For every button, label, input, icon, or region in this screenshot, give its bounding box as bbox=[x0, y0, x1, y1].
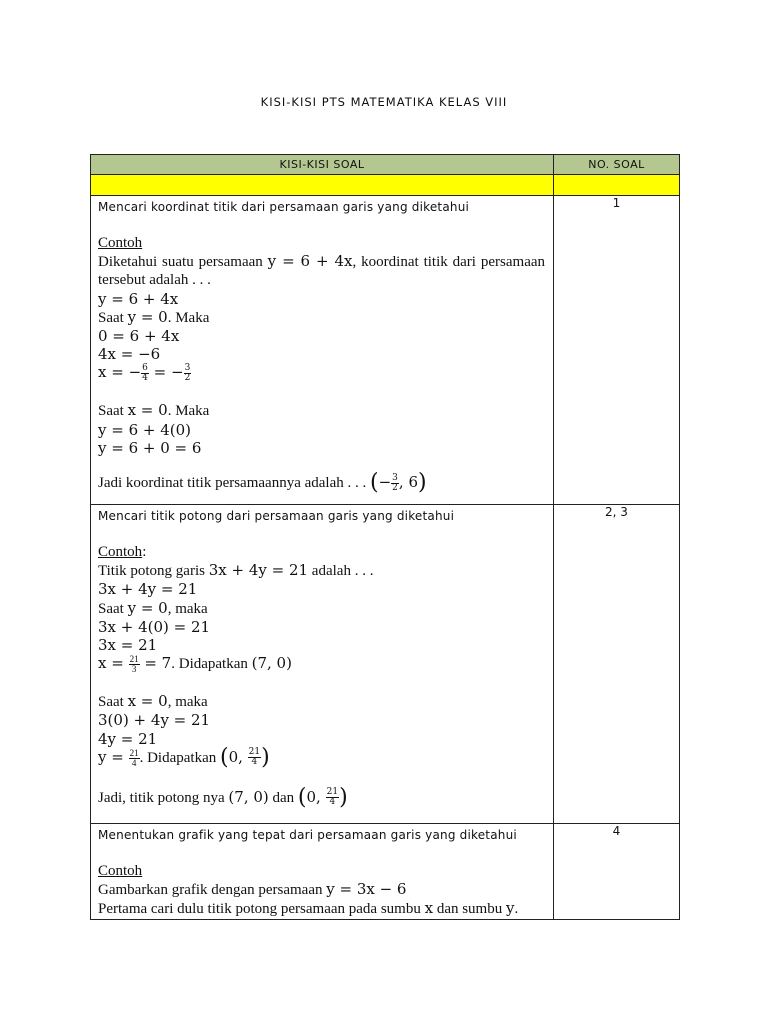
topic-text: Mencari titik potong dari persamaan garis yang diketahui bbox=[98, 509, 455, 523]
step-line: Saat x = 0, maka bbox=[98, 692, 208, 711]
conclusion-line: Jadi koordinat titik persamaannya adalah . . . (− $\frac{3}{2}$ , 6) bbox=[98, 469, 427, 495]
step-line: 3(0) + 4y = 21 bbox=[98, 711, 211, 730]
table-header-row bbox=[91, 155, 680, 175]
question-line: tersebut adalah . . . bbox=[98, 272, 211, 289]
step-line: y = $\frac{21}{4}$ . Didapatkan (0, $\frac{21}{4}$ ) bbox=[98, 744, 270, 770]
step-line: Pertama cari dulu titik potong persamaan pada sumbu x dan sumbu y. bbox=[98, 899, 519, 918]
step-line: 4y = 21 bbox=[98, 729, 158, 748]
highlight-row bbox=[91, 175, 680, 196]
step-line: 3x = 21 bbox=[98, 636, 158, 655]
question-line: Titik potong garis 3x + 4y = 21 adalah . . . bbox=[98, 561, 374, 580]
conclusion-line: Jadi, titik potong nya (7, 0) dan (0, $\frac{21}{4}$ ) bbox=[98, 784, 348, 810]
step-line: y = 6 + 4(0) bbox=[98, 420, 192, 439]
no-soal-cell: 2, 3 bbox=[554, 505, 680, 824]
contoh-label: Contoh: bbox=[98, 544, 147, 560]
no-soal-cell: 4 bbox=[554, 824, 680, 920]
fraction: $\frac{3}{2}$ bbox=[184, 362, 191, 383]
fraction: $\frac{21}{3}$ bbox=[129, 654, 139, 675]
step-line: 4x = −6 bbox=[98, 345, 161, 364]
fraction: $\frac{21}{4}$ bbox=[129, 747, 139, 768]
header-kisi-kisi-soal: KISI-KISI SOAL bbox=[91, 155, 554, 175]
kisi-cell-1 bbox=[91, 196, 554, 505]
step-line: Saat y = 0. Maka bbox=[98, 307, 210, 326]
kisi-cell-3 bbox=[91, 824, 554, 920]
step-line: y = 6 + 4x bbox=[98, 289, 179, 308]
step-line: x = − $\frac{6}{4}$ = − $\frac{3}{2}$ bbox=[98, 362, 191, 383]
kisi-table bbox=[90, 154, 680, 920]
contoh-label: Contoh bbox=[98, 235, 143, 251]
step-line: y = 6 + 0 = 6 bbox=[98, 438, 202, 457]
table-row bbox=[91, 196, 680, 505]
step-line: 3x + 4(0) = 21 bbox=[98, 617, 211, 636]
table-row bbox=[91, 505, 680, 824]
topic-text: Menentukan grafik yang tepat dari persamaan garis yang diketahui bbox=[98, 828, 517, 842]
question-line: Gambarkan grafik dengan persamaan y = 3x − 6 bbox=[98, 880, 407, 899]
no-soal-cell: 1 bbox=[554, 196, 680, 505]
fraction: $\frac{3}{2}$ bbox=[392, 472, 398, 493]
step-line: x = $\frac{21}{3}$ = 7. Didapatkan (7, 0) bbox=[98, 654, 292, 675]
step-line: Saat x = 0. Maka bbox=[98, 401, 210, 420]
question-line: Diketahui suatu persamaan y = 6 + 4x, koordinat titik dari persamaan bbox=[98, 252, 546, 271]
kisi-cell-2 bbox=[91, 505, 554, 824]
step-line: Saat y = 0, maka bbox=[98, 598, 208, 617]
step-line: 0 = 6 + 4x bbox=[98, 327, 180, 346]
fraction: $\frac{6}{4}$ bbox=[142, 362, 148, 383]
step-line: 3x + 4y = 21 bbox=[98, 580, 198, 599]
table-row bbox=[91, 824, 680, 920]
topic-text: Mencari koordinat titik dari persamaan garis yang diketahui bbox=[98, 200, 470, 214]
page-title: KISI-KISI PTS MATEMATIKA KELAS VIII bbox=[260, 95, 508, 109]
fraction: $\frac{21}{4}$ bbox=[326, 787, 339, 808]
fraction: $\frac{21}{4}$ bbox=[248, 747, 261, 768]
header-no-soal: NO. SOAL bbox=[554, 155, 680, 175]
contoh-label: Contoh bbox=[98, 863, 143, 879]
